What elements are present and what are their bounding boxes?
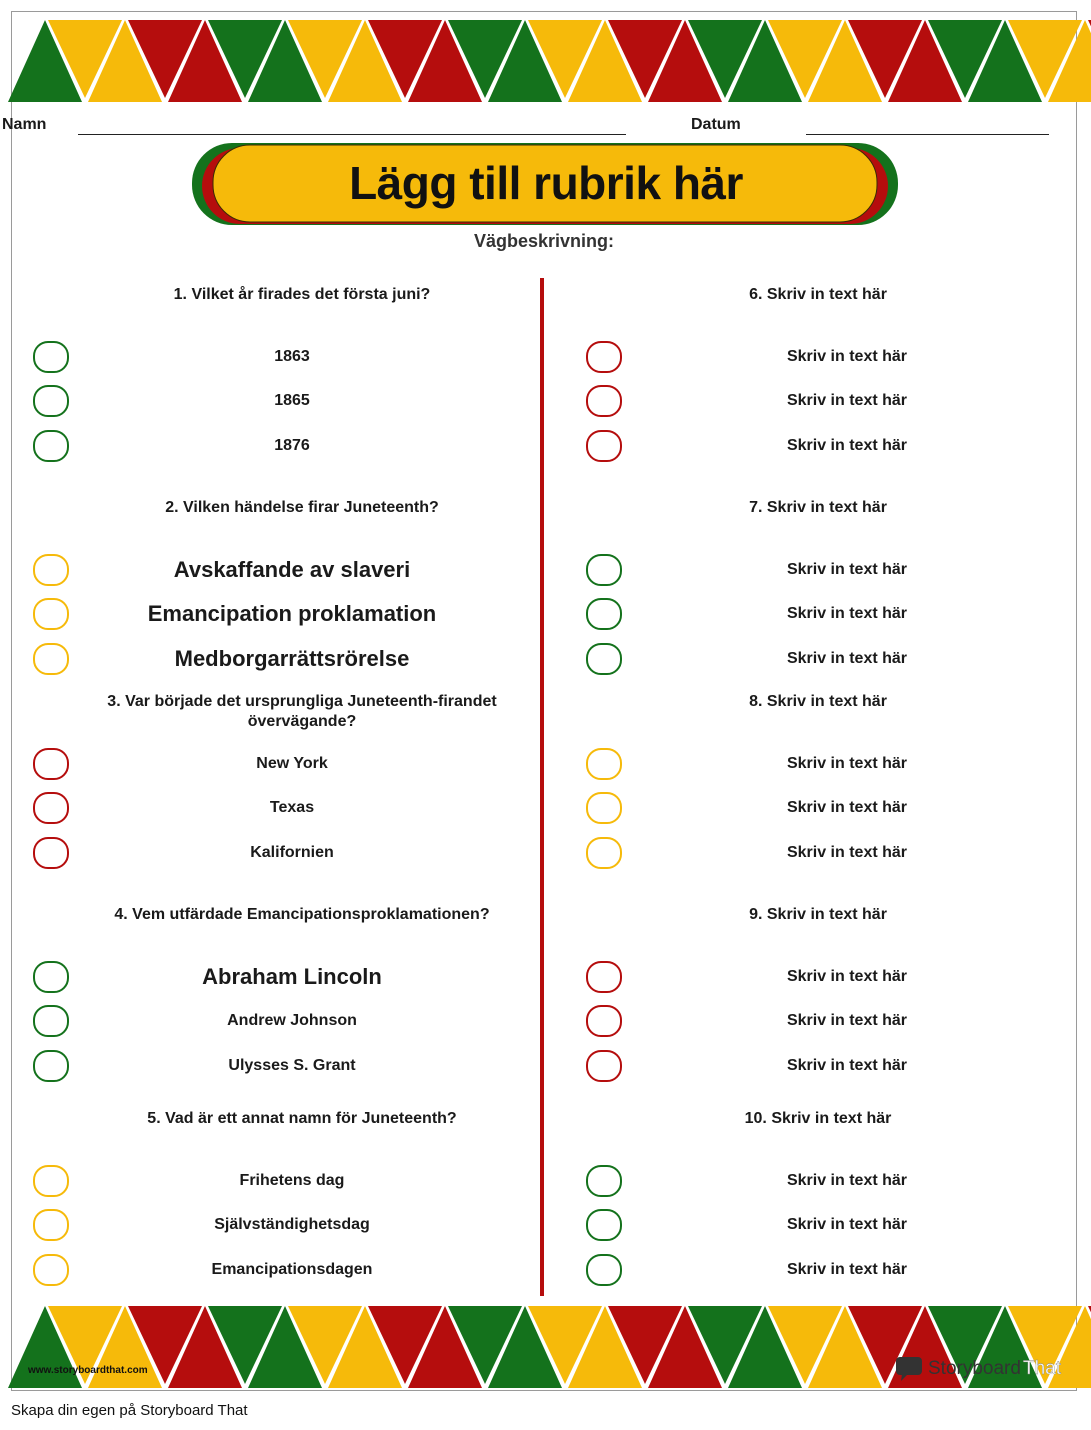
answer-checkbox[interactable] [586,385,622,417]
answer-option-text[interactable]: Kalifornien [250,844,334,861]
answer-checkbox[interactable] [586,554,622,586]
answer-option-text[interactable]: Skriv in text här [786,348,908,365]
question-title[interactable]: 4. Vem utfärdade Emancipationsproklamationen? [114,906,490,923]
answer-checkbox[interactable] [586,837,622,869]
worksheet-title[interactable]: Lägg till rubrik här [349,157,743,209]
answer-option-text[interactable]: Skriv in text här [786,844,908,861]
name-label: Namn [2,116,47,133]
question-title[interactable]: 6. Skriv in text här [749,286,887,303]
answer-checkbox[interactable] [586,1050,622,1082]
answer-option-text[interactable]: 1863 [274,348,310,365]
answer-checkbox[interactable] [586,430,622,462]
answer-option-text[interactable]: Frihetens dag [239,1172,345,1189]
answer-option-text[interactable]: Texas [269,799,315,816]
question-title[interactable]: 5. Vad är ett annat namn för Juneteenth? [147,1110,457,1127]
date-label: Datum [691,116,741,133]
answer-option-text[interactable]: Skriv in text här [786,1057,908,1074]
answer-option-text[interactable]: Skriv in text här [786,650,908,667]
answer-option-text[interactable]: Emancipation proklamation [147,601,437,626]
question-title[interactable]: 9. Skriv in text här [749,906,887,923]
answer-option-text[interactable]: Andrew Johnson [227,1012,357,1029]
answer-option-text[interactable]: Abraham Lincoln [202,964,382,989]
question-title[interactable]: 2. Vilken händelse firar Juneteenth? [165,499,439,516]
answer-option-text[interactable]: Självständighetsdag [214,1216,370,1233]
answer-option-text[interactable]: Skriv in text här [786,755,908,772]
answer-checkbox[interactable] [586,643,622,675]
answer-checkbox[interactable] [586,1165,622,1197]
question-title[interactable]: 8. Skriv in text här [749,693,887,710]
answer-checkbox[interactable] [586,748,622,780]
answer-checkbox[interactable] [586,961,622,993]
answer-option-text[interactable]: Ulysses S. Grant [228,1057,356,1074]
answer-option-text[interactable]: Skriv in text här [786,1261,908,1278]
right-question-column [12,12,1076,1392]
answer-option-text[interactable]: Skriv in text här [786,799,908,816]
footer-text[interactable]: Skapa din egen på Storyboard That [11,1402,248,1419]
logo-text-2: That [1023,1358,1062,1379]
worksheet [2,11,1077,1391]
answer-option-text[interactable]: Skriv in text här [786,437,908,454]
answer-option-text[interactable]: 1876 [274,437,310,454]
storyboardthat-logo[interactable] [896,1352,1066,1378]
question-title[interactable]: 10. Skriv in text här [744,1110,892,1127]
answer-checkbox[interactable] [586,792,622,824]
question-title[interactable]: 1. Vilket år firades det första juni? [173,286,431,303]
answer-checkbox[interactable] [586,1005,622,1037]
answer-option-text[interactable]: Avskaffande av slaveri [173,557,411,582]
answer-checkbox[interactable] [586,1254,622,1286]
logo-text-1: Storyboard [928,1358,1021,1379]
answer-option-text[interactable]: 1865 [274,392,310,409]
answer-option-text[interactable]: Skriv in text här [786,561,908,578]
answer-checkbox[interactable] [586,341,622,373]
answer-checkbox[interactable] [586,598,622,630]
logo-bubble-icon [896,1357,922,1375]
directions-label: Vägbeskrivning: [473,231,615,251]
answer-option-text[interactable]: Skriv in text här [786,968,908,985]
question-title[interactable]: 7. Skriv in text här [749,499,887,516]
answer-option-text[interactable]: Medborgarrättsrörelse [174,646,410,671]
answer-option-text[interactable]: Skriv in text här [786,1172,908,1189]
answer-option-text[interactable]: New York [256,755,328,772]
answer-option-text[interactable]: Skriv in text här [786,605,908,622]
answer-option-text[interactable]: Skriv in text här [786,1216,908,1233]
answer-option-text[interactable]: Emancipationsdagen [211,1261,373,1278]
answer-checkbox[interactable] [586,1209,622,1241]
site-url[interactable]: www.storyboardthat.com [28,1365,148,1376]
question-title[interactable]: 3. Var började det ursprungliga Juneteenth-firandet övervägande? [107,693,497,730]
answer-option-text[interactable]: Skriv in text här [786,1012,908,1029]
answer-option-text[interactable]: Skriv in text här [786,392,908,409]
